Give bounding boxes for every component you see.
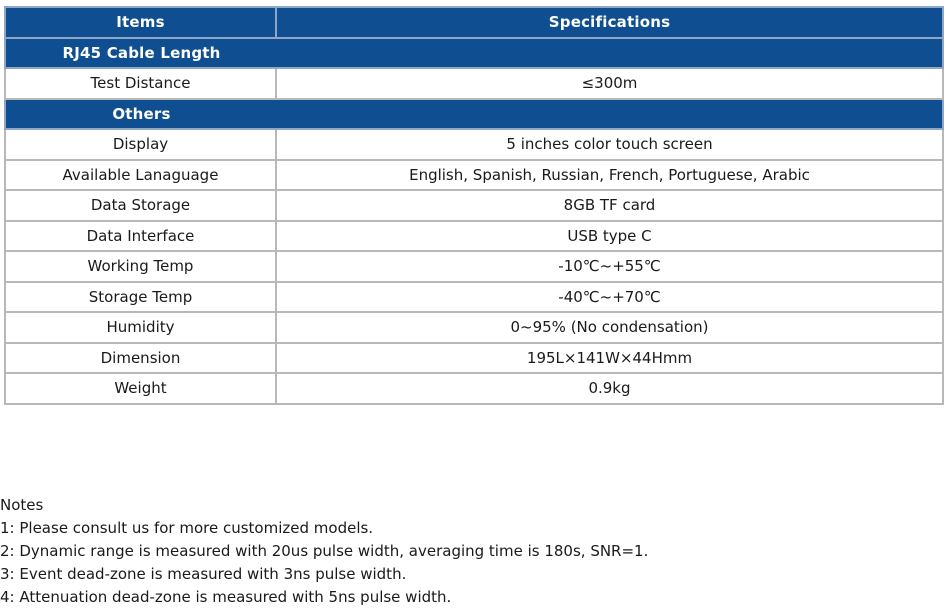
item-cell: Storage Temp <box>5 282 276 313</box>
note-item: 3: Event dead-zone is measured with 3ns pulse width. <box>0 565 407 583</box>
notes-section <box>0 494 940 609</box>
note-item: 4: Attenuation dead-zone is measured with 5ns pulse width. <box>0 588 452 606</box>
item-cell: Working Temp <box>5 251 276 282</box>
table-row <box>5 221 943 252</box>
spec-cell: 0.9kg <box>276 373 943 404</box>
spec-cell: English, Spanish, Russian, French, Portuguese, Arabic <box>276 160 943 191</box>
item-cell: Humidity <box>5 312 276 343</box>
section-header-row <box>5 99 943 130</box>
item-cell: Weight <box>5 373 276 404</box>
table-row <box>5 343 943 374</box>
item-cell: Data Storage <box>5 190 276 221</box>
item-cell: Dimension <box>5 343 276 374</box>
table-header-row <box>5 7 943 38</box>
table-row <box>5 373 943 404</box>
spec-cell: 195L×141W×44Hmm <box>276 343 943 374</box>
item-cell: Available Lanaguage <box>5 160 276 191</box>
spec-cell: USB type C <box>276 221 943 252</box>
section-header-row <box>5 38 943 69</box>
section-title: Others <box>112 104 171 123</box>
note-item: 1: Please consult us for more customized models. <box>0 519 374 537</box>
table-row <box>5 312 943 343</box>
section-title: RJ45 Cable Length <box>62 43 221 62</box>
table-row <box>5 251 943 282</box>
spec-cell: 0~95% (No condensation) <box>276 312 943 343</box>
spec-cell: 5 inches color touch screen <box>276 129 943 160</box>
spec-cell: -40℃~+70℃ <box>276 282 943 313</box>
header-items: Items <box>5 7 276 38</box>
spec-cell: -10℃~+55℃ <box>276 251 943 282</box>
table-row <box>5 160 943 191</box>
item-cell: Test Distance <box>5 68 276 99</box>
spec-table <box>4 6 944 405</box>
table-row <box>5 282 943 313</box>
note-item: 2: Dynamic range is measured with 20us pulse width, averaging time is 180s, SNR=1. <box>0 542 649 560</box>
item-cell: Data Interface <box>5 221 276 252</box>
spec-cell: 8GB TF card <box>276 190 943 221</box>
notes-title: Notes <box>0 496 44 514</box>
table-row <box>5 129 943 160</box>
table-row <box>5 68 943 99</box>
item-cell: Display <box>5 129 276 160</box>
table-row <box>5 190 943 221</box>
header-specifications: Specifications <box>276 7 943 38</box>
spec-cell: ≤300m <box>276 68 943 99</box>
